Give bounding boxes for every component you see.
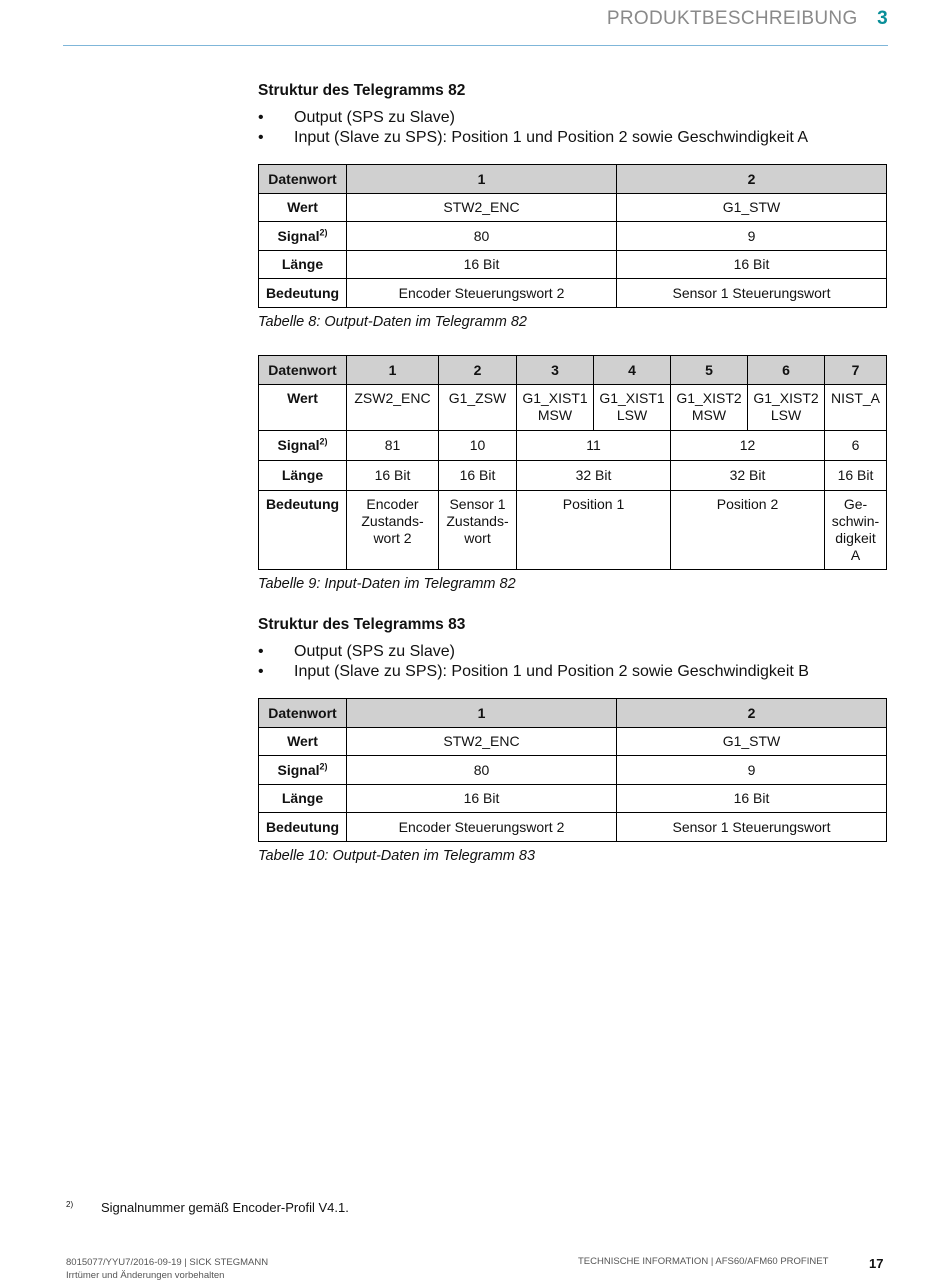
row-label: Länge [259, 784, 347, 813]
header-cell: 2 [617, 165, 887, 194]
row-label: Wert [259, 193, 347, 222]
table-row [259, 813, 887, 842]
row-label: Bedeutung [259, 491, 347, 570]
list-item: • Output (SPS zu Slave) [258, 642, 886, 662]
table-row [259, 193, 887, 222]
page-number: 17 [869, 1256, 884, 1271]
table-row [259, 491, 887, 570]
table-8-block [258, 164, 886, 330]
table-row [259, 461, 887, 491]
row-label: Länge [259, 461, 347, 491]
footnote-ref: 2) [319, 761, 328, 772]
table-10 [258, 698, 887, 842]
header-cell: 5 [671, 356, 748, 385]
section-83 [258, 616, 886, 681]
list-item: • Output (SPS zu Slave) [258, 108, 886, 128]
table-cell: 9 [617, 222, 887, 251]
table-row [259, 279, 887, 308]
table-cell: G1_STW [617, 727, 887, 756]
section-82-heading: Struktur des Telegramms 82 [258, 82, 466, 99]
table-cell: Position 1 [517, 491, 671, 570]
footnote-ref: 2) [319, 436, 328, 447]
section-82-bullets [258, 108, 886, 147]
section-83-heading: Struktur des Telegramms 83 [258, 616, 466, 633]
table-cell: NIST_A [825, 385, 887, 431]
row-label: Wert [259, 385, 347, 431]
header-cell: 7 [825, 356, 887, 385]
table-cell: Encoder Zustands- wort 2 [347, 491, 439, 570]
table-cell: G1_XIST2 LSW [748, 385, 825, 431]
footnote-marker: 2) [66, 1200, 74, 1209]
header-cell: 2 [439, 356, 517, 385]
table-cell: G1_STW [617, 193, 887, 222]
table-8 [258, 164, 887, 308]
table-row [259, 250, 887, 279]
table-row [259, 431, 887, 461]
chapter-number: 3 [877, 8, 888, 29]
table-cell: 16 Bit [617, 250, 887, 279]
table-cell: ZSW2_ENC [347, 385, 439, 431]
disclaimer: Irrtümer und Änderungen vorbehalten [66, 1270, 225, 1281]
table-caption: Tabelle 8: Output-Daten im Telegramm 82 [258, 313, 527, 330]
table-header-row [259, 699, 887, 728]
footer-doc-title: TECHNISCHE INFORMATION | AFS60/AFM60 PROFINET [578, 1256, 829, 1267]
table-cell: 16 Bit [347, 250, 617, 279]
table-cell: G1_ZSW [439, 385, 517, 431]
table-cell: 9 [617, 756, 887, 785]
table-cell: Position 2 [671, 491, 825, 570]
table-9-block [258, 355, 886, 592]
table-cell: Ge- schwin- digkeit A [825, 491, 887, 570]
row-label: Signal$^{2)}$ [259, 222, 347, 251]
table-cell: 32 Bit [671, 461, 825, 491]
row-label: Bedeutung [259, 813, 347, 842]
table-row [259, 385, 887, 431]
row-label: Signal$^{2)}$ [259, 756, 347, 785]
table-header-row [259, 165, 887, 194]
table-cell: Sensor 1 Zustands- wort [439, 491, 517, 570]
table-header-row [259, 356, 887, 385]
table-cell: 12 [671, 431, 825, 461]
table-caption: Tabelle 9: Input-Daten im Telegramm 82 [258, 576, 516, 592]
table-cell: 16 Bit [347, 461, 439, 491]
footnote-ref: 2) [319, 227, 328, 238]
table-cell: Encoder Steuerungswort 2 [347, 279, 617, 308]
table-row [259, 756, 887, 785]
table-cell: 81 [347, 431, 439, 461]
table-cell: 16 Bit [439, 461, 517, 491]
header-divider [63, 45, 888, 46]
footnote-text: Signalnummer gemäß Encoder-Profil V4.1. [101, 1200, 349, 1215]
header-cell: Datenwort [259, 356, 347, 385]
doc-id: 8015077/YYU7/2016-09-19 | SICK STEGMANN [66, 1257, 269, 1268]
table-10-block [258, 698, 886, 864]
table-row [259, 222, 887, 251]
table-row [259, 727, 887, 756]
header-cell: 1 [347, 356, 439, 385]
page-header [607, 8, 888, 30]
footnote [66, 1200, 349, 1215]
header-cell: 6 [748, 356, 825, 385]
section-83-bullets [258, 642, 886, 681]
footer-left [66, 1256, 268, 1282]
table-cell: 11 [517, 431, 671, 461]
header-cell: 1 [347, 165, 617, 194]
list-item: • Input (Slave zu SPS): Position 1 und Position 2 sowie Geschwindigkeit B [258, 662, 886, 682]
row-label: Wert [259, 727, 347, 756]
table-cell: G1_XIST1 MSW [517, 385, 594, 431]
row-label: Bedeutung [259, 279, 347, 308]
table-row [259, 784, 887, 813]
table-cell: 10 [439, 431, 517, 461]
table-cell: 16 Bit [825, 461, 887, 491]
section-82 [258, 82, 886, 147]
header-cell: 3 [517, 356, 594, 385]
table-cell: STW2_ENC [347, 727, 617, 756]
table-caption: Tabelle 10: Output-Daten im Telegramm 83 [258, 847, 536, 864]
header-cell: 4 [594, 356, 671, 385]
table-cell: Encoder Steuerungswort 2 [347, 813, 617, 842]
header-cell: Datenwort [259, 165, 347, 194]
table-cell: 32 Bit [517, 461, 671, 491]
table-9 [258, 355, 887, 570]
table-cell: 80 [347, 756, 617, 785]
list-item: • Input (Slave zu SPS): Position 1 und Position 2 sowie Geschwindigkeit A [258, 128, 886, 148]
header-cell: Datenwort [259, 699, 347, 728]
table-cell: Sensor 1 Steuerungswort [617, 279, 887, 308]
header-cell: 2 [617, 699, 887, 728]
table-cell: G1_XIST2 MSW [671, 385, 748, 431]
table-cell: 16 Bit [347, 784, 617, 813]
table-cell: G1_XIST1 LSW [594, 385, 671, 431]
row-label: Signal$^{2)}$ [259, 431, 347, 461]
table-cell: Sensor 1 Steuerungswort [617, 813, 887, 842]
header-cell: 1 [347, 699, 617, 728]
table-cell: STW2_ENC [347, 193, 617, 222]
section-title: PRODUKTBESCHREIBUNG [606, 8, 858, 29]
table-cell: 16 Bit [617, 784, 887, 813]
table-cell: 6 [825, 431, 887, 461]
table-cell: 80 [347, 222, 617, 251]
row-label: Länge [259, 250, 347, 279]
